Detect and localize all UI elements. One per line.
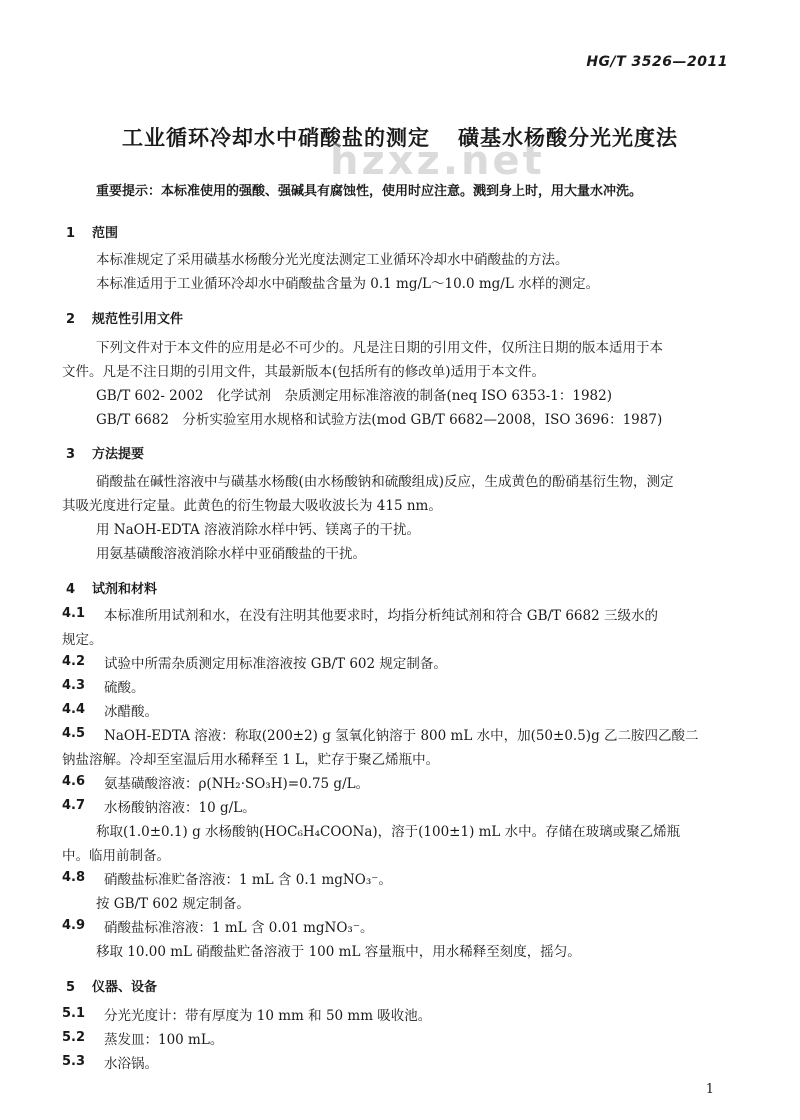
clause-4-9-line-1: 硝酸盐标准溶液：1 mL 含 0.01 mgNO₃⁻。: [104, 920, 374, 936]
clause-number: 4.6: [62, 774, 86, 789]
clause-number: 5.2: [62, 1030, 86, 1045]
clause-number: 5.3: [62, 1054, 86, 1069]
section-2-line-1: 下列文件对于本文件的应用是必不可少的。凡是注日期的引用文件，仅所注日期的版本适用于本: [96, 340, 663, 356]
section-1-heading: 1 范围: [66, 226, 119, 241]
clause-5-1-line-1: 分光光度计：带有厚度为 10 mm 和 50 mm 吸收池。: [104, 1008, 432, 1024]
section-3-line-1: 硝酸盐在碱性溶液中与磺基水杨酸(由水杨酸钠和硫酸组成)反应，生成黄色的酚硝基衍生物，测定: [96, 474, 674, 490]
section-3-heading: 3 方法提要: [66, 447, 145, 462]
clause-number: 4.4: [62, 702, 86, 717]
section-3-line-2: 其吸光度进行定量。此黄色的衍生物最大吸收波长为 415 nm。: [62, 498, 442, 514]
clause-4-6-line-1: 氨基磺酸溶液：ρ(NH₂·SO₃H)=0.75 g/L。: [104, 776, 370, 792]
clause-4-5-line-2: 钠盐溶解。冷却至室温后用水稀释至 1 L，贮存于聚乙烯瓶中。: [62, 752, 440, 768]
clause-4-5-line-1: NaOH-EDTA 溶液：称取(200±2) g 氢氧化钠溶于 800 mL 水中，加(50±0.5)g 乙二胺四乙酸二: [104, 728, 699, 744]
clause-4-3-line-1: 硫酸。: [104, 680, 145, 696]
reference-gbt602: GB/T 602- 2002 化学试剂 杂质测定用标准溶液的制备(neq ISO 6353-1：1982): [96, 388, 612, 404]
clause-number: 4.5: [62, 726, 86, 741]
clause-number: 4.3: [62, 678, 86, 693]
clause-4-8-line-1: 硝酸盐标准贮备溶液：1 mL 含 0.1 mgNO₃⁻。: [104, 872, 392, 888]
clause-number: 4.1: [62, 606, 86, 621]
reference-gbt6682: GB/T 6682 分析实验室用水规格和试验方法(mod GB/T 6682—2008，ISO 3696：1987): [96, 412, 663, 428]
clause-5-2-line-1: 蒸发皿：100 mL。: [104, 1032, 224, 1048]
section-2-line-2: 文件。凡是不注日期的引用文件，其最新版本(包括所有的修改单)适用于本文件。: [62, 364, 546, 380]
standard-code: HG/T 3526—2011: [586, 54, 728, 70]
clause-4-1-line-1: 本标准所用试剂和水，在没有注明其他要求时，均指分析纯试剂和符合 GB/T 6682 三级水的: [104, 608, 658, 624]
clause-number: 4.2: [62, 654, 86, 669]
section-5-heading: 5 仪器、设备: [66, 980, 158, 995]
title-part1: 工业循环冷却水中硝酸盐的测定: [122, 126, 430, 150]
clause-4-9-line-2: 移取 10.00 mL 硝酸盐贮备溶液于 100 mL 容量瓶中，用水稀释至刻度，摇匀。: [96, 944, 581, 960]
watermark: hzxz.net: [330, 138, 545, 184]
section-3-line-4: 用氨基磺酸溶液消除水样中亚硝酸盐的干扰。: [96, 546, 366, 562]
section-2-heading: 2 规范性引用文件: [66, 312, 184, 327]
clause-4-2-line-1: 试验中所需杂质测定用标准溶液按 GB/T 602 规定制备。: [104, 656, 447, 672]
clause-4-4-line-1: 冰醋酸。: [104, 704, 158, 720]
clause-4-7-line-1: 水杨酸钠溶液：10 g/L。: [104, 800, 256, 816]
clause-5-3-line-1: 水浴锅。: [104, 1056, 158, 1072]
clause-number: 4.7: [62, 798, 86, 813]
clause-4-7-line-2: 称取(1.0±0.1) g 水杨酸钠(HOC₆H₄COONa)，溶于(100±1) mL 水中。存储在玻璃或聚乙烯瓶: [96, 824, 681, 840]
safety-warning: 重要提示：本标准使用的强酸、强碱具有腐蚀性，使用时应注意。溅到身上时，用大量水冲洗。: [96, 184, 643, 199]
clause-number: 4.8: [62, 870, 86, 885]
document-title: [0, 122, 800, 152]
clause-number: 4.9: [62, 918, 86, 933]
clause-4-1-line-2: 规定。: [62, 632, 103, 648]
page-number: 1: [705, 1082, 714, 1097]
section-1-line-2: 本标准适用于工业循环冷却水中硝酸盐含量为 0.1 mg/L～10.0 mg/L 水样的测定。: [96, 276, 600, 292]
section-4-heading: 4 试剂和材料: [66, 582, 158, 597]
clause-4-7-line-3: 中。临用前制备。: [62, 848, 170, 864]
section-1-line-1: 本标准规定了采用磺基水杨酸分光光度法测定工业循环冷却水中硝酸盐的方法。: [96, 252, 569, 268]
title-part2: 磺基水杨酸分光光度法: [458, 126, 678, 150]
clause-number: 5.1: [62, 1006, 86, 1021]
clause-4-8-line-2: 按 GB/T 602 规定制备。: [96, 896, 250, 912]
section-3-line-3: 用 NaOH-EDTA 溶液消除水样中钙、镁离子的干扰。: [96, 522, 421, 538]
